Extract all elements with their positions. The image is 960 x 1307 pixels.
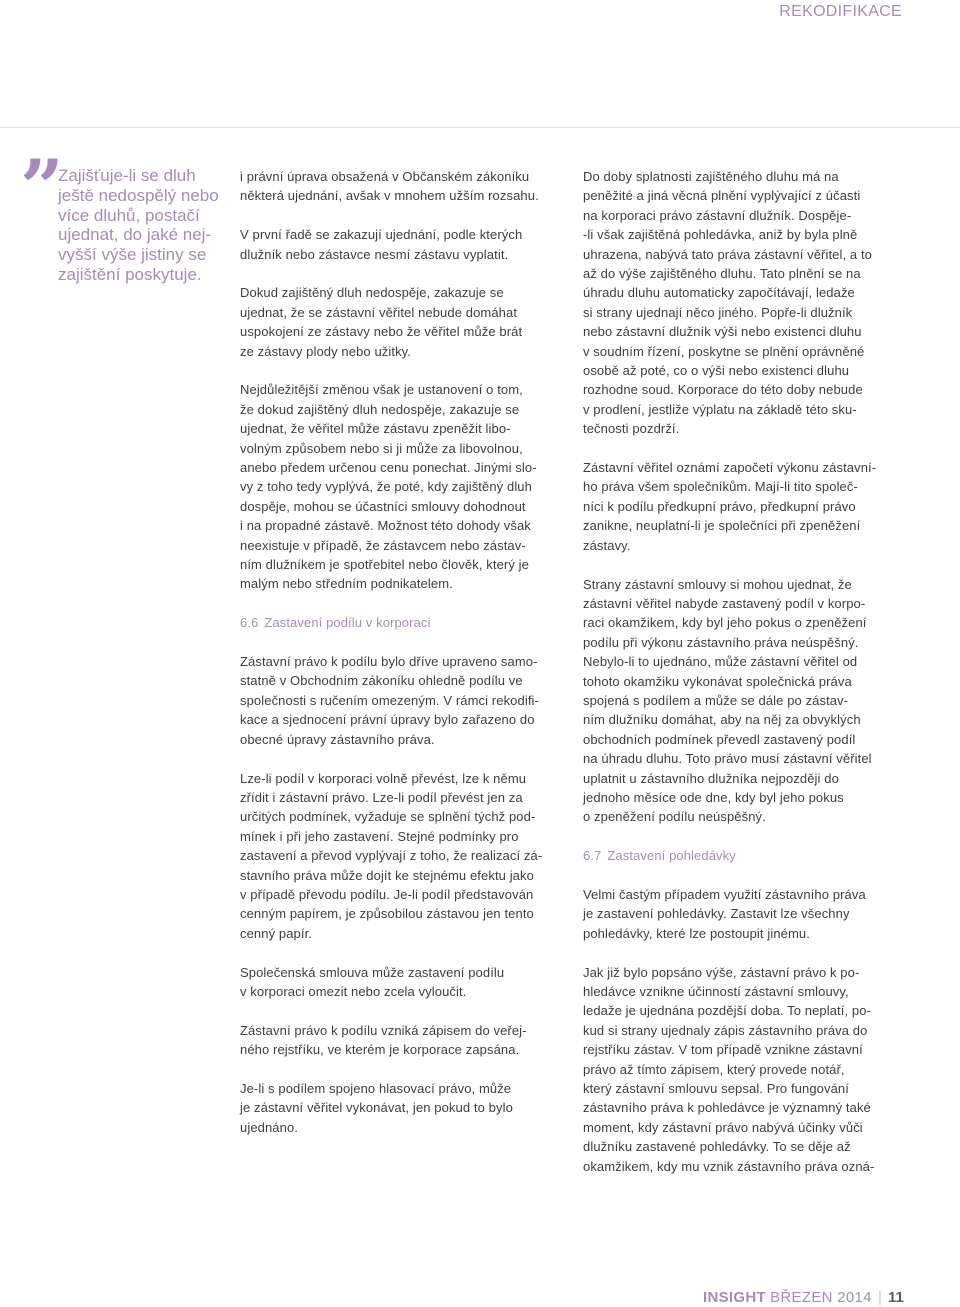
section-number: 6.6 <box>240 615 259 631</box>
paragraph: Do doby splatnosti zajištěného dluhu má na peněžité a jiná věcná plnění vyplývající z účasti na korporaci právo zástavní dlužník. Dospěje- -li však zajištěná pohledávka, aniž by byla plně uhrazena, nabývá tato práva zástavní věřitel, a to až do výše zajištěného dluhu. Tato plnění se na úhradu dluhu automaticky započítávají, ledaže si strany ujednají něco jiného. Popře-li dlužník nebo zástavní dlužník výši nebo existenci dluhu v soudním řízení, poskytne se plnění oprávněné osobě až poté, co o výši nebo existenci dluhu rozhodne soud. Korporace do této doby nebude v prodlení, jestliže výplatu na základě této sku- tečnosti pozdrží. <box>583 169 873 437</box>
page-number: 11 <box>888 1289 904 1306</box>
quote-mark-icon: ” <box>20 143 64 232</box>
paragraph: Dokud zajištěný dluh nedospěje, zakazuje se ujednat, že se zástavní věřitel nebude domáhat uspokojení ze zástavy nebo že věřitel může brát ze zástavy plody nebo užitky. <box>240 285 523 359</box>
page-footer <box>703 1289 953 1307</box>
article-column-middle <box>240 167 566 1157</box>
magazine-name: INSIGHT <box>703 1289 766 1306</box>
section-heading-text: Zastavení podílu v korporaci <box>264 615 431 631</box>
pull-quote-text: Zajišťuje-li se dluh ještě nedospělý nebo více dluhů, postačí ujednat, do jaké nej- vyšší výše jistiny se zajištění poskytuje. <box>58 166 219 284</box>
paragraph: V první řadě se zakazují ujednání, podle kterých dlužník nebo zástavce nesmí zástavu vyplatit. <box>240 227 523 262</box>
paragraph: Velmi častým případem využití zástavního práva je zastavení pohledávky. Zastavit lze všechny pohledávky, které lze postoupit jinému. <box>583 886 866 941</box>
article-column-right <box>583 167 909 1195</box>
section-heading-text: Zastavení pohledávky <box>607 848 736 864</box>
paragraph: Je-li s podílem spojeno hlasovací právo, může je zástavní věřitel vykonávat, jen pokud to bylo ujednáno. <box>240 1080 513 1135</box>
paragraph: Lze-li podíl v korporaci volně převést, lze k němu zřídit i zástavní právo. Lze-li podíl převést jen za určitých podmínek, vyžaduje se splnění týchž pod- mínek i při jeho zastavení. Stejné podmínky pro zastavení a převod vyplývají z toho, že realizací zá- stavního práva může dojít ke stejnému efektu jako v případě převodu podílu. Je-li podíl představován cenným papírem, je způsobilou zástavou jen tento cenný papír. <box>240 770 543 941</box>
paragraph: Zástavní právo k podílu vzniká zápisem do veřej- ného rejstříku, ve kterém je korporace zapsána. <box>240 1022 527 1058</box>
section-title: REKODIFIKACE <box>779 3 902 20</box>
paragraph: Nejdůležitější změnou však je ustanovení o tom, že dokud zajištěný dluh nedospěje, zakazuje se ujednat, že věřitel může zástavu zpeněžit libo- volným způsobem nebo si ji může za libovolnou, anebo předem určenou cenu ponechat. Jinými slo- vy z toho tedy vyplývá, že poté, kdy zajištěný dluh dospěje, mohou se účastníci smlouvy dohodnout i na propadné zástavě. Možnost této dohody však neexistuje v případě, že zástavcem nebo zástav- ním dlužníkem je spotřebitel nebo člověk, který je malým nebo středním podnikatelem. <box>240 382 537 592</box>
paragraph: i právní úprava obsažená v Občanském zákoníku některá ujednání, avšak v mnohem užším rozsahu. <box>240 169 539 204</box>
paragraph: Strany zástavní smlouvy si mohou ujednat, že zástavní věřitel nabyde zastavený podíl v korpo- raci okamžikem, kdy byl jeho pokus o zpeněžení podílu při výkonu zástavního práva neúspěšný. Nebylo-li to ujednáno, může zástavní věřitel od tohoto okamžiku vykonávat společnická práva spojená s podílem a může se dále po zástav- ním dlužníku domáhat, aby na něj za obvyklých obchodních podmínek převedl zastavený podíl na úhradu dluhu. Toto právo musí zástavní věřitel uplatnit u zástavního dlužníka nejpozději do jednoho měsíce ode dne, kdy byl jeho pokus o zpeněžení podílu neúspěšný. <box>583 576 872 825</box>
footer-separator: | <box>877 1289 882 1306</box>
section-heading-6-6 <box>240 613 566 632</box>
header-divider <box>0 127 960 128</box>
issue-date: BŘEZEN 2014 <box>770 1289 872 1306</box>
pull-quote <box>58 166 236 285</box>
paragraph: Jak již bylo popsáno výše, zástavní právo k po- hledávce vznikne účinností zástavní smlouvy, ledaže je ujednána pozdější doba. To neplatí, po- kud si strany ujednaly zápis zástavního práva do rejstříku zástav. V tom případě vznikne zástavní právo až tímto zápisem, který provede notář, který zástavní smlouvu sepsal. Pro fungování zástavního práva k pohledávce je významný také moment, kdy zástavní právo nabývá účinky vůči dlužníku zastavené pohledávky. To se děje až okamžikem, kdy mu vznik zástavního práva ozná- <box>583 964 875 1174</box>
paragraph: Zástavní věřitel oznámí započetí výkonu zástavní- ho práva všem společníkům. Mají-li tito společ- níci k podílu předkupní právo, předkupní právo zanikne, neuplatní-li je společníci při zpeněžení zástavy. <box>583 460 877 553</box>
section-number: 6.7 <box>583 848 602 864</box>
paragraph: Zástavní právo k podílu bylo dříve upraveno samo- statně v Obchodním zákoníku ohledně podílu ve společnosti s ručením omezeným. V rámci rekodifi- kace a sjednocení právní úpravy bylo zařazeno do obecné úpravy zástavního práva. <box>240 654 539 747</box>
paragraph: Společenská smlouva může zastavení podílu v korporaci omezit nebo zcela vyloučit. <box>240 964 505 999</box>
section-heading-6-7 <box>583 846 909 865</box>
